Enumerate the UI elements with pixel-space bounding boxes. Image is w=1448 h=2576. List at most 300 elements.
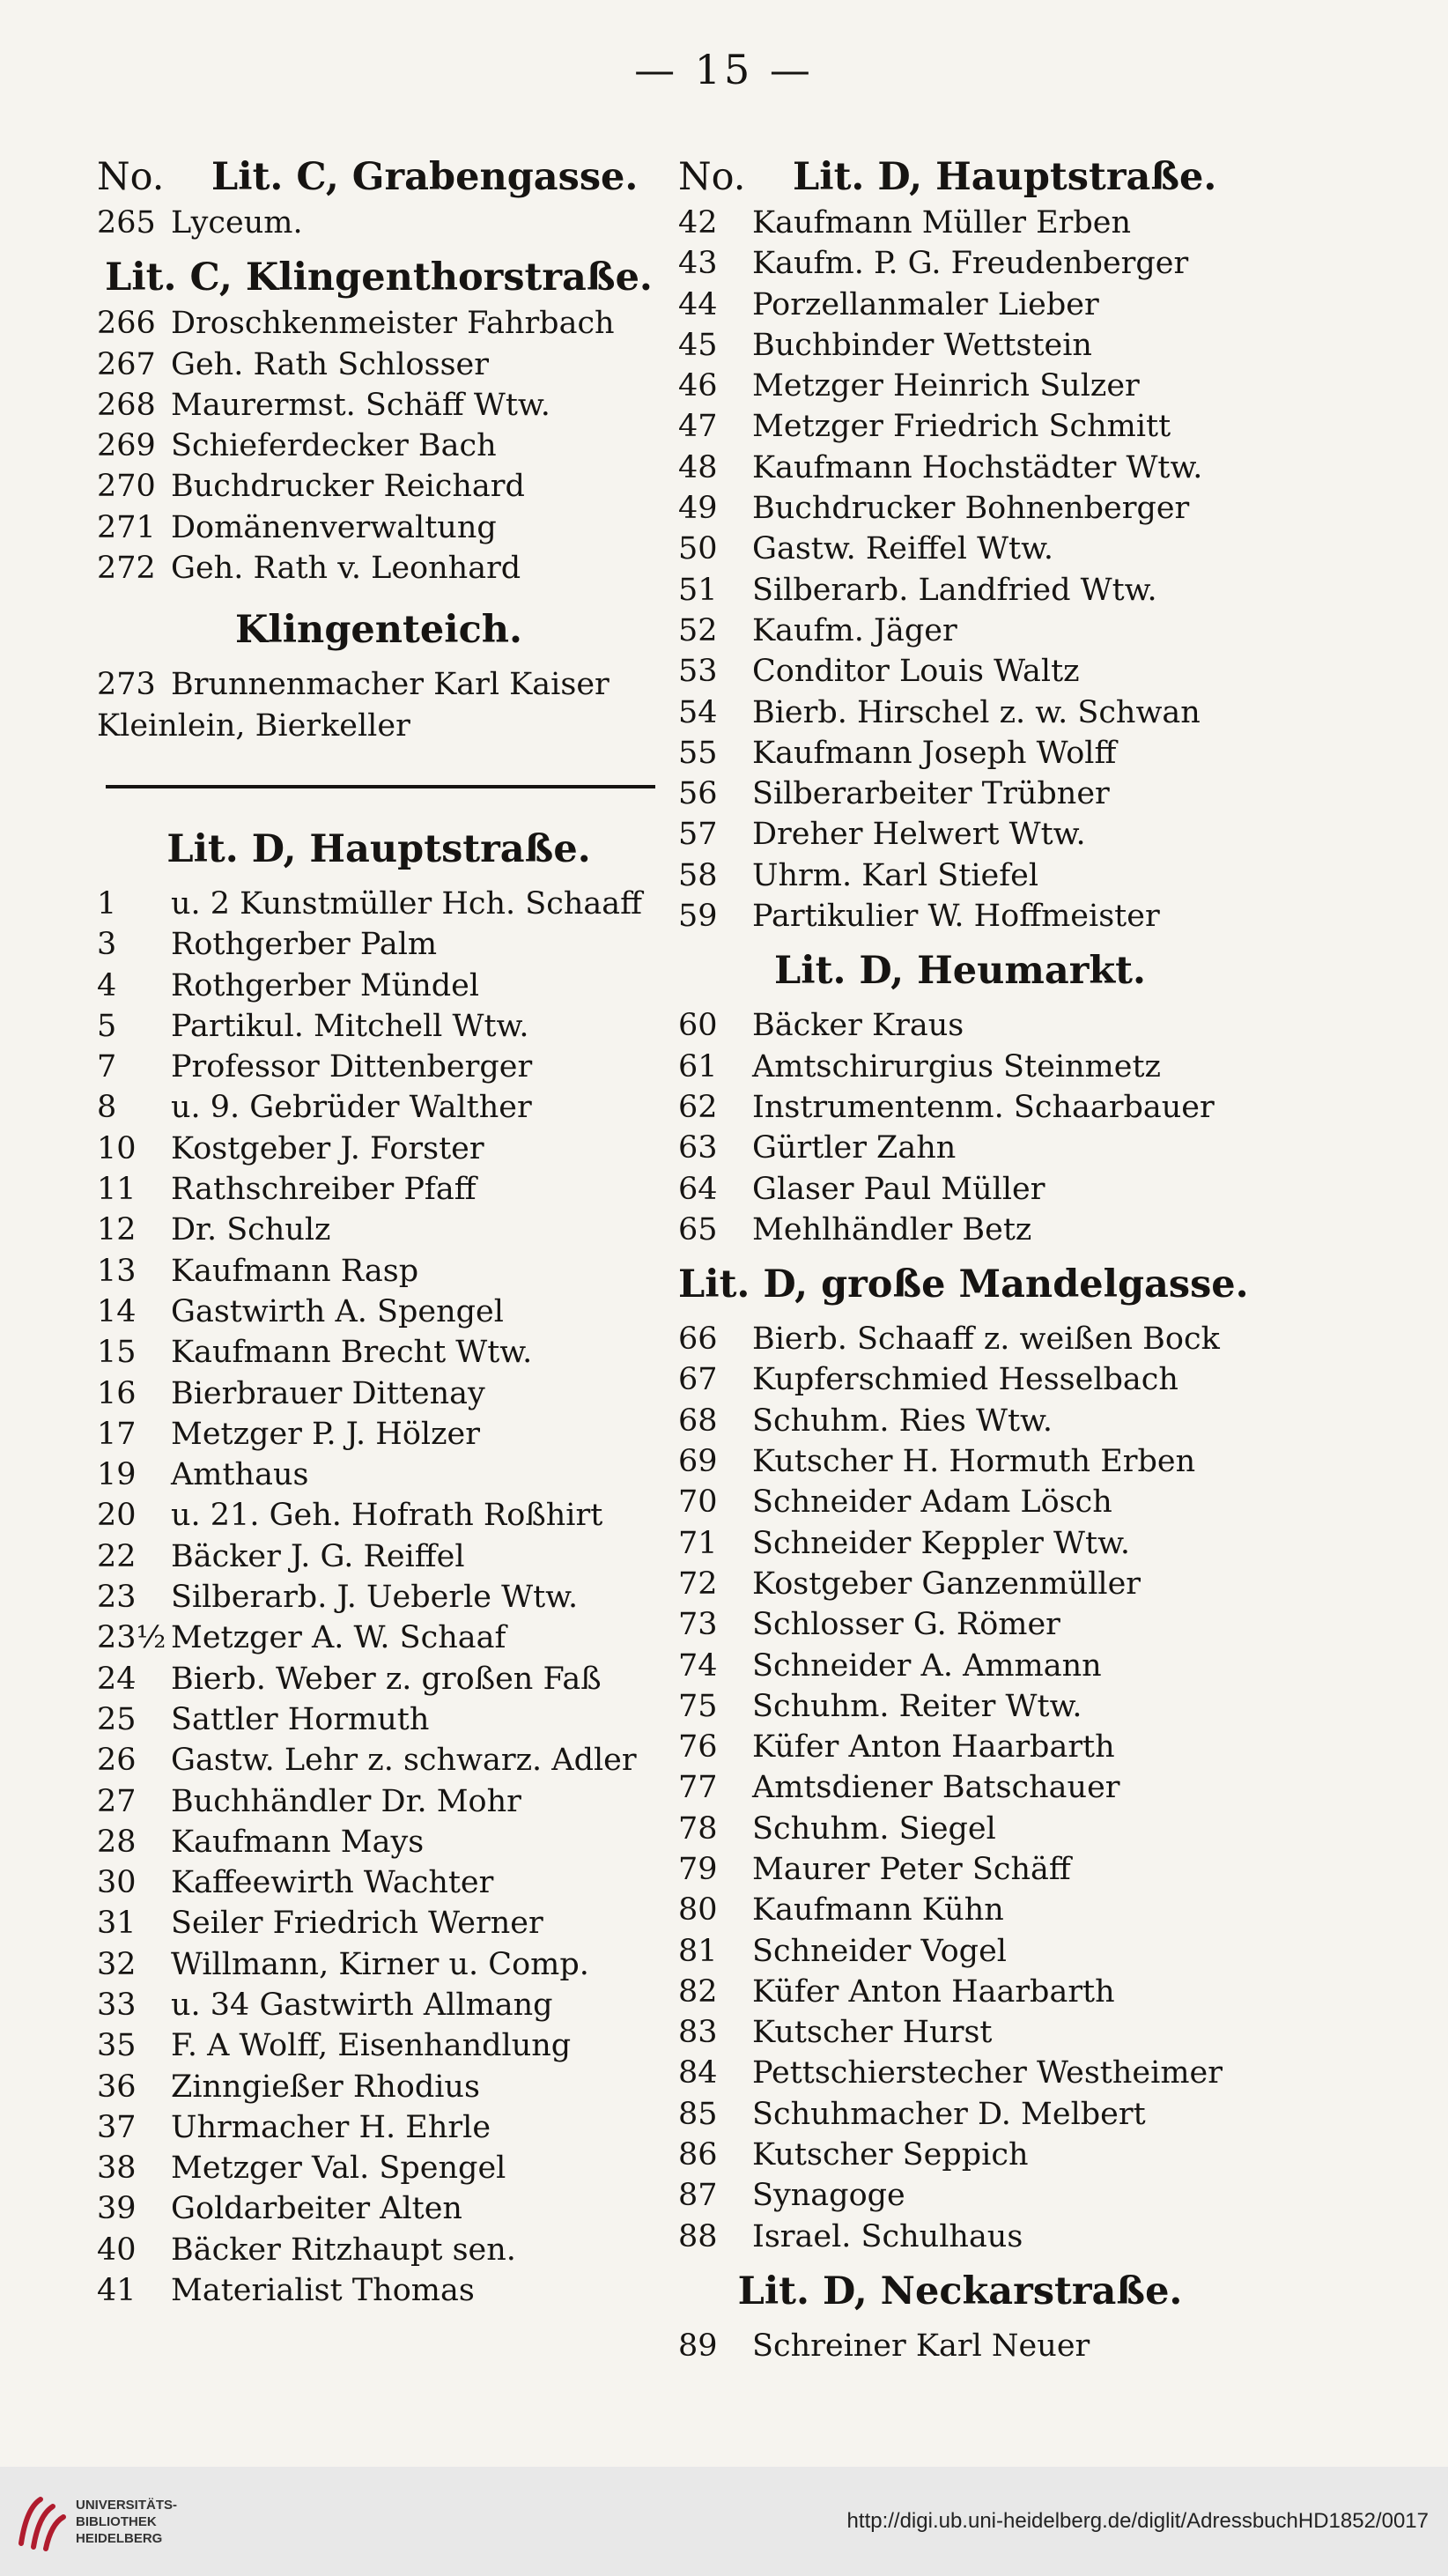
list-item <box>97 548 661 588</box>
house-number: 60 <box>678 1008 718 1044</box>
resident-entry: Schneider Keppler Wtw. <box>752 1525 1131 1561</box>
list-item <box>97 1781 661 1822</box>
list-item <box>678 1359 1242 1400</box>
house-number: 69 <box>678 1444 718 1480</box>
resident-entry: Bierb. Schaaff z. weißen Bock <box>752 1321 1220 1358</box>
permalink-url[interactable]: http://digi.ub.uni-heidelberg.de/diglit/AdressbuchHD1852/0017 <box>846 2509 1429 2533</box>
house-number: 40 <box>97 2232 137 2268</box>
list-item <box>97 1129 661 1169</box>
house-number: 78 <box>678 1810 718 1847</box>
section-header-hauptstrasse-right <box>678 152 1242 203</box>
list-item <box>678 529 1242 569</box>
list-item <box>97 2148 661 2188</box>
list-item <box>97 2025 661 2066</box>
resident-entry: Gastw. Lehr z. schwarz. Adler <box>171 1743 637 1779</box>
list-item <box>678 406 1242 447</box>
list-item <box>97 1495 661 1536</box>
list-item <box>678 1604 1242 1645</box>
list-item <box>678 896 1242 936</box>
resident-entry: Metzger P. J. Hölzer <box>171 1416 480 1452</box>
list-item <box>97 466 661 507</box>
house-number: 30 <box>97 1865 137 1901</box>
library-name-line-1: UNIVERSITÄTS- <box>76 2497 178 2513</box>
resident-entry: Kaufmann Müller Erben <box>752 205 1132 241</box>
library-name-line-2: BIBLIOTHEK <box>76 2513 157 2529</box>
house-number: 44 <box>678 286 718 322</box>
list-item <box>97 2230 661 2270</box>
list-item <box>97 426 661 466</box>
resident-entry: Buchbinder Wettstein <box>752 327 1092 363</box>
entries-grabengasse <box>97 203 661 243</box>
resident-entry: Glaser Paul Müller <box>752 1171 1045 1207</box>
library-seal-icon <box>14 2491 67 2552</box>
resident-entry: Partikulier W. Hoffmeister <box>752 899 1160 935</box>
house-number: 20 <box>97 1498 137 1534</box>
library-name <box>76 2497 177 2547</box>
house-number: 19 <box>97 1457 137 1493</box>
resident-entry: Kaufmann Mays <box>171 1824 425 1860</box>
list-item <box>678 1767 1242 1808</box>
house-number: 39 <box>97 2191 137 2227</box>
list-item <box>678 285 1242 325</box>
resident-entry: Schneider Adam Lösch <box>752 1484 1112 1521</box>
resident-entry: Kostgeber Ganzenmüller <box>752 1566 1141 1602</box>
house-number: 56 <box>678 776 718 812</box>
house-number: 52 <box>678 612 718 648</box>
house-number: 17 <box>97 1416 137 1452</box>
resident-entry: Bierb. Hirschel z. w. Schwan <box>752 694 1201 730</box>
resident-entry: Kostgeber J. Forster <box>171 1130 484 1166</box>
resident-entry: Bäcker Kraus <box>752 1008 964 1044</box>
house-number: 67 <box>678 1362 718 1398</box>
resident-entry: Kaufmann Brecht Wtw. <box>171 1335 533 1371</box>
list-item <box>97 2107 661 2148</box>
resident-entry: Küfer Anton Haarbarth <box>752 1973 1115 2010</box>
house-number: 76 <box>678 1729 718 1765</box>
house-number: 36 <box>97 2069 137 2105</box>
resident-entry: Buchdrucker Bohnenberger <box>752 491 1190 527</box>
resident-entry: Schuhm. Reiter Wtw. <box>752 1688 1082 1724</box>
section-header-heumarkt: Lit. D, Heumarkt. <box>774 949 1146 994</box>
entries-klingenteich <box>97 664 661 705</box>
list-item <box>97 664 661 705</box>
resident-entry: Rothgerber Mündel <box>171 967 480 1003</box>
resident-entry: Kutscher Seppich <box>752 2137 1029 2173</box>
list-item <box>678 1849 1242 1890</box>
resident-entry: Amthaus <box>171 1457 309 1493</box>
resident-entry: Rothgerber Palm <box>171 927 438 963</box>
resident-entry: Pettschierstecher Westheimer <box>752 2055 1223 2091</box>
resident-entry: Goldarbeiter Alten <box>171 2191 462 2227</box>
resident-entry: Schneider A. Ammann <box>752 1647 1102 1684</box>
list-item <box>97 1699 661 1740</box>
list-item <box>678 1128 1242 1168</box>
house-number: 85 <box>678 2096 718 2132</box>
resident-entry: Israel. Schulhaus <box>752 2218 1023 2254</box>
list-item <box>678 366 1242 406</box>
house-number: 37 <box>97 2109 137 2145</box>
list-item <box>678 651 1242 692</box>
resident-entry: Professor Dittenberger <box>171 1049 533 1085</box>
house-number: 4 <box>97 967 117 1003</box>
house-number: 75 <box>678 1688 718 1724</box>
list-item <box>97 1862 661 1903</box>
house-number: 16 <box>97 1375 137 1411</box>
house-number: 32 <box>97 1946 137 1982</box>
list-item <box>97 303 661 344</box>
house-number: 53 <box>678 654 718 690</box>
house-number: 14 <box>97 1293 137 1329</box>
resident-entry: Lyceum. <box>171 205 303 241</box>
resident-entry: Buchdrucker Reichard <box>171 469 525 505</box>
viewer-footer <box>0 2467 1448 2576</box>
list-item <box>678 1564 1242 1604</box>
house-number: 87 <box>678 2178 718 2214</box>
resident-entry: Schneider Vogel <box>752 1933 1007 1969</box>
list-item <box>678 692 1242 733</box>
section-header-grabengasse <box>97 152 661 203</box>
list-item <box>678 2135 1242 2175</box>
house-number: 68 <box>678 1403 718 1439</box>
resident-entry: Partikul. Mitchell Wtw. <box>171 1008 529 1044</box>
list-item <box>97 1414 661 1455</box>
house-number: 57 <box>678 817 718 853</box>
house-number: 62 <box>678 1089 718 1125</box>
list-item <box>97 1169 661 1210</box>
no-label: No. <box>678 155 746 199</box>
house-number: 82 <box>678 1973 718 2010</box>
resident-entry: Schlosser G. Römer <box>752 1607 1060 1643</box>
section-header-klingenthorstrasse: Lit. C, Klingenthorstraße. <box>105 255 653 300</box>
house-number: 83 <box>678 2015 718 2051</box>
resident-entry: u. 21. Geh. Hofrath Roßhirt <box>171 1498 603 1534</box>
resident-entry: Geh. Rath v. Leonhard <box>171 551 521 587</box>
house-number: 269 <box>97 428 156 464</box>
resident-entry: Schuhmacher D. Melbert <box>752 2096 1146 2132</box>
resident-entry: Bäcker J. G. Reiffel <box>171 1538 465 1574</box>
resident-entry: Bierbrauer Dittenay <box>171 1375 485 1411</box>
house-number: 8 <box>97 1090 117 1126</box>
house-number: 59 <box>678 899 718 935</box>
house-number: 5 <box>97 1008 117 1044</box>
resident-entry: Kutscher Hurst <box>752 2015 993 2051</box>
resident-entry: Schuhm. Siegel <box>752 1810 996 1847</box>
right-column <box>678 152 1249 2366</box>
house-number: 267 <box>97 346 156 382</box>
list-item <box>678 733 1242 774</box>
list-item <box>678 1319 1242 1359</box>
resident-entry: Uhrm. Karl Stiefel <box>752 857 1039 893</box>
list-item <box>678 1441 1242 1482</box>
house-number: 64 <box>678 1171 718 1207</box>
house-number: 25 <box>97 1701 137 1737</box>
list-item <box>678 611 1242 651</box>
resident-entry: Metzger Val. Spengel <box>171 2150 506 2187</box>
list-item <box>97 203 661 243</box>
resident-entry: Seiler Friedrich Werner <box>171 1906 543 1942</box>
resident-entry: Dr. Schulz <box>171 1212 331 1248</box>
list-item <box>97 884 661 924</box>
resident-entry: Brunnenmacher Karl Kaiser <box>171 667 609 703</box>
entries-heumarkt <box>678 1005 1242 1250</box>
house-number: 23 <box>97 1580 137 1616</box>
resident-entry: Geh. Rath Schlosser <box>171 346 489 382</box>
resident-entry: Kutscher H. Hormuth Erben <box>752 1444 1196 1480</box>
resident-entry: u. 34 Gastwirth Allmang <box>171 1987 553 2023</box>
resident-entry: Maurer Peter Schäff <box>752 1851 1071 1887</box>
list-item <box>678 2326 1242 2366</box>
house-number: 11 <box>97 1172 137 1208</box>
resident-entry: Conditor Louis Waltz <box>752 654 1080 690</box>
section-header-hauptstrasse-left: Lit. D, Hauptstraße. <box>166 826 591 871</box>
resident-entry: Kupferschmied Hesselbach <box>752 1362 1178 1398</box>
house-number: 3 <box>97 927 117 963</box>
resident-entry: Synagoge <box>752 2178 905 2214</box>
entries-klingenthorstrasse <box>97 303 661 588</box>
house-number: 65 <box>678 1211 718 1247</box>
house-number: 27 <box>97 1783 137 1819</box>
house-number: 23½ <box>97 1620 166 1656</box>
house-number: 26 <box>97 1743 137 1779</box>
list-item <box>97 1903 661 1943</box>
left-column <box>97 152 661 2311</box>
list-item <box>97 1210 661 1250</box>
house-number: 22 <box>97 1538 137 1574</box>
list-item <box>97 966 661 1006</box>
resident-entry: Kaufmann Rasp <box>171 1253 419 1289</box>
list-item <box>678 1686 1242 1727</box>
list-item <box>678 1809 1242 1849</box>
resident-entry: Kaufm. P. G. Freudenberger <box>752 246 1189 282</box>
list-item <box>97 1455 661 1495</box>
resident-entry: Küfer Anton Haarbarth <box>752 1729 1115 1765</box>
house-number: 12 <box>97 1212 137 1248</box>
house-number: 45 <box>678 327 718 363</box>
list-item <box>97 1536 661 1577</box>
resident-entry: Metzger A. W. Schaaf <box>171 1620 506 1656</box>
resident-entry: Silberarb. Landfried Wtw. <box>752 572 1157 608</box>
list-item <box>97 1985 661 2025</box>
list-item <box>678 1401 1242 1441</box>
list-item <box>678 570 1242 611</box>
resident-entry: Mehlhändler Betz <box>752 1211 1032 1247</box>
resident-entry: Sattler Hormuth <box>171 1701 430 1737</box>
resident-entry: Bierb. Weber z. großen Faß <box>171 1661 602 1697</box>
house-number: 31 <box>97 1906 137 1942</box>
house-number: 273 <box>97 667 156 703</box>
resident-entry: Silberarbeiter Trübner <box>752 776 1110 812</box>
resident-entry: Maurermst. Schäff Wtw. <box>171 387 550 423</box>
entries-hauptstrasse-right <box>678 203 1242 936</box>
resident-entry: Rathschreiber Pfaff <box>171 1172 477 1208</box>
house-number: 41 <box>97 2273 137 2309</box>
resident-entry: Kaufmann Joseph Wolff <box>752 735 1117 771</box>
list-item <box>97 2270 661 2311</box>
list-item <box>97 344 661 385</box>
resident-entry: Willmann, Kirner u. Comp. <box>171 1946 589 1982</box>
resident-entry: u. 9. Gebrüder Walther <box>171 1090 532 1126</box>
entries-hauptstrasse-left <box>97 884 661 2311</box>
list-item <box>678 2094 1242 2135</box>
list-item <box>97 2067 661 2107</box>
house-number: 88 <box>678 2218 718 2254</box>
house-number: 35 <box>97 2028 137 2064</box>
list-item <box>97 1006 661 1047</box>
list-item <box>97 924 661 965</box>
house-number: 265 <box>97 205 156 241</box>
list-item <box>97 1617 661 1658</box>
list-item <box>678 2175 1242 2216</box>
list-item <box>678 1646 1242 1686</box>
house-number: 54 <box>678 694 718 730</box>
list-item <box>678 1005 1242 1046</box>
house-number: 70 <box>678 1484 718 1521</box>
house-number: 66 <box>678 1321 718 1358</box>
list-item <box>678 774 1242 814</box>
house-number: 42 <box>678 205 718 241</box>
house-number: 28 <box>97 1824 137 1860</box>
house-number: 1 <box>97 885 117 922</box>
resident-entry: Domänenverwaltung <box>171 509 497 545</box>
resident-entry: Gastw. Reiffel Wtw. <box>752 531 1054 567</box>
house-number: 270 <box>97 469 156 505</box>
list-item <box>678 2012 1242 2053</box>
house-number: 24 <box>97 1661 137 1697</box>
resident-entry: Kaufmann Hochstädter Wtw. <box>752 449 1203 485</box>
list-item <box>97 1577 661 1617</box>
resident-entry: Kaufmann Kühn <box>752 1892 1004 1928</box>
list-item <box>97 1659 661 1699</box>
resident-entry: Dreher Helwert Wtw. <box>752 817 1086 853</box>
resident-entry: Bäcker Ritzhaupt sen. <box>171 2232 516 2268</box>
list-item <box>678 1169 1242 1210</box>
list-item <box>678 1972 1242 2012</box>
list-item <box>678 1047 1242 1087</box>
list-item <box>678 325 1242 366</box>
list-item <box>97 1944 661 1985</box>
list-item <box>97 1087 661 1128</box>
house-number: 50 <box>678 531 718 567</box>
house-number: 268 <box>97 387 156 423</box>
house-number: 71 <box>678 1525 718 1561</box>
list-item <box>97 1822 661 1862</box>
house-number: 46 <box>678 368 718 404</box>
list-item <box>97 2188 661 2229</box>
house-number: 55 <box>678 735 718 771</box>
resident-entry: Droschkenmeister Fahrbach <box>171 306 615 342</box>
list-item <box>97 1047 661 1087</box>
house-number: 73 <box>678 1607 718 1643</box>
list-item <box>97 1292 661 1332</box>
house-number: 271 <box>97 509 156 545</box>
list-item <box>97 1251 661 1292</box>
resident-entry: Buchhändler Dr. Mohr <box>171 1783 521 1819</box>
resident-entry: Kaffeewirth Wachter <box>171 1865 494 1901</box>
list-item <box>678 814 1242 855</box>
section-title: Lit. D, Hauptstraße. <box>793 155 1217 199</box>
entries-grosse-mandelgasse <box>678 1319 1242 2257</box>
resident-entry: Amtschirurgius Steinmetz <box>752 1048 1161 1084</box>
no-label: No. <box>97 155 165 199</box>
resident-entry: Gürtler Zahn <box>752 1130 957 1166</box>
resident-entry: u. 2 Kunstmüller Hch. Schaaff <box>171 885 642 922</box>
resident-entry: Silberarb. J. Ueberle Wtw. <box>171 1580 579 1616</box>
house-number: 81 <box>678 1933 718 1969</box>
house-number: 74 <box>678 1647 718 1684</box>
resident-entry: Zinngießer Rhodius <box>171 2069 480 2105</box>
house-number: 77 <box>678 1770 718 1806</box>
resident-entry: Gastwirth A. Spengel <box>171 1293 504 1329</box>
resident-entry: Metzger Heinrich Sulzer <box>752 368 1140 404</box>
house-number: 48 <box>678 449 718 485</box>
house-number: 80 <box>678 1892 718 1928</box>
resident-entry: Porzellanmaler Lieber <box>752 286 1099 322</box>
library-logo[interactable] <box>14 2491 177 2552</box>
resident-entry: Instrumentenm. Schaarbauer <box>752 1089 1215 1125</box>
section-header-grosse-mandelgasse: Lit. D, große Mandelgasse. <box>678 1262 1249 1307</box>
list-item <box>678 488 1242 529</box>
list-item <box>678 2053 1242 2093</box>
house-number: 13 <box>97 1253 137 1289</box>
house-number: 15 <box>97 1335 137 1371</box>
house-number: 49 <box>678 491 718 527</box>
resident-entry: Materialist Thomas <box>171 2273 475 2309</box>
list-item <box>678 1210 1242 1250</box>
house-number: 84 <box>678 2055 718 2091</box>
page-number: — 15 — <box>634 46 814 93</box>
resident-entry: Uhrmacher H. Ehrle <box>171 2109 491 2145</box>
list-item <box>678 2217 1242 2257</box>
house-number: 89 <box>678 2328 718 2364</box>
list-item <box>678 1482 1242 1522</box>
section-title: Lit. C, Grabengasse. <box>211 155 639 199</box>
house-number: 61 <box>678 1048 718 1084</box>
resident-entry: Schieferdecker Bach <box>171 428 497 464</box>
list-item <box>678 448 1242 488</box>
house-number: 7 <box>97 1049 117 1085</box>
house-number: 63 <box>678 1130 718 1166</box>
house-number: 58 <box>678 857 718 893</box>
resident-entry: Amtsdiener Batschauer <box>752 1770 1120 1806</box>
house-number: 10 <box>97 1130 137 1166</box>
list-item <box>678 243 1242 284</box>
entry-note: Kleinlein, Bierkeller <box>97 707 410 744</box>
list-item <box>678 1523 1242 1564</box>
resident-entry: Schuhm. Ries Wtw. <box>752 1403 1053 1439</box>
section-header-neckarstrasse: Lit. D, Neckarstraße. <box>737 2269 1183 2313</box>
house-number: 266 <box>97 306 156 342</box>
list-item <box>678 1727 1242 1767</box>
resident-entry: Schreiner Karl Neuer <box>752 2328 1090 2364</box>
list-item <box>678 203 1242 243</box>
house-number: 38 <box>97 2150 137 2187</box>
list-item <box>97 1332 661 1373</box>
section-divider <box>106 785 655 788</box>
library-name-line-3: HEIDELBERG <box>76 2530 163 2546</box>
house-number: 47 <box>678 409 718 445</box>
entries-neckarstrasse <box>678 2326 1242 2366</box>
list-item <box>97 385 661 426</box>
resident-entry: Metzger Friedrich Schmitt <box>752 409 1171 445</box>
house-number: 51 <box>678 572 718 608</box>
section-header-klingenteich: Klingenteich. <box>235 608 522 653</box>
list-item <box>97 1373 661 1414</box>
house-number: 79 <box>678 1851 718 1887</box>
resident-entry: F. A Wolff, Eisenhandlung <box>171 2028 572 2064</box>
list-item <box>678 1890 1242 1930</box>
list-item <box>678 855 1242 896</box>
house-number: 72 <box>678 1566 718 1602</box>
